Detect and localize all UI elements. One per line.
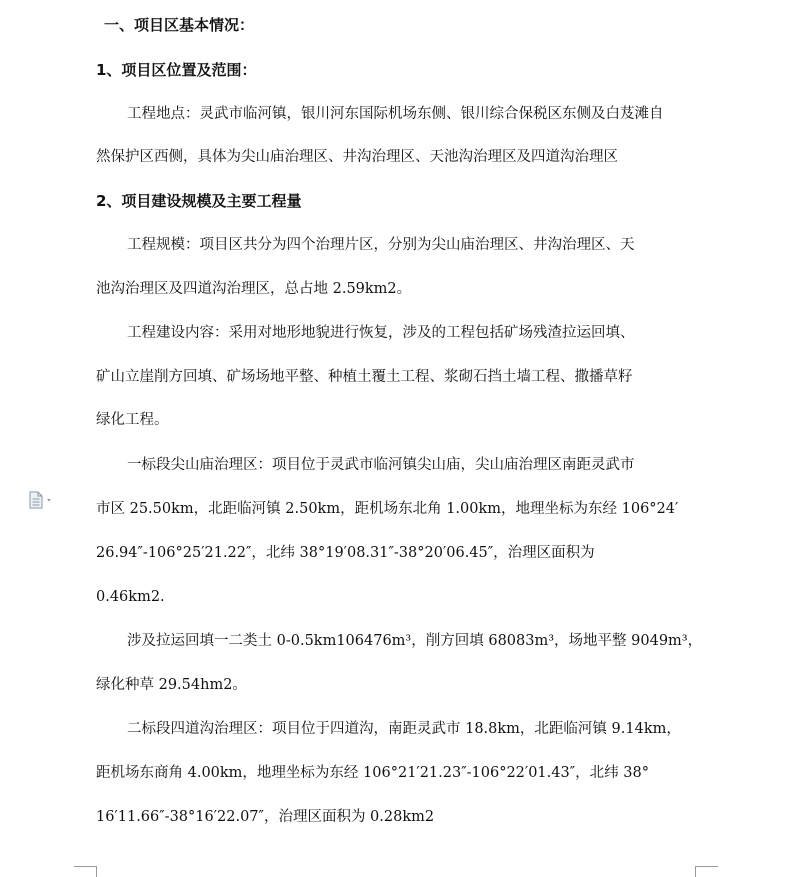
location-line-2: 然保护区西侧，具体为尖山庙治理区、井沟治理区、天池沟治理区及四道沟治理区 xyxy=(96,149,618,165)
segment1-line-3: 26.94″-106°25′21.22″，北纬 38°19′08.31″-38°20′06.45″，治理区面积为 xyxy=(96,545,595,561)
page-corner-mark-right xyxy=(695,866,718,877)
segment1-line-1: 一标段尖山庙治理区：项目位于灵武市临河镇尖山庙，尖山庙治理区南距灵武市 xyxy=(127,457,635,473)
scale-line-2: 池沟治理区及四道沟治理区，总占地 2.59km2。 xyxy=(96,281,412,297)
location-line-1: 工程地点：灵武市临河镇，银川河东国际机场东侧、银川综合保税区东侧及白芨滩自 xyxy=(127,106,664,122)
segment2-line-3: 16′11.66″-38°16′22.07″，治理区面积为 0.28km2 xyxy=(96,809,435,825)
segment1-quantity-line-2: 绿化种草 29.54hm2。 xyxy=(96,677,247,693)
scale-line-1: 工程规模：项目区共分为四个治理片区，分别为尖山庙治理区、井沟治理区、天 xyxy=(127,237,635,253)
content-line-1: 工程建设内容：采用对地形地貌进行恢复，涉及的工程包括矿场残渣拉运回填、 xyxy=(127,325,635,341)
segment1-line-2: 市区 25.50km，北距临河镇 2.50km，距机场东北角 1.00km，地理坐标为东经 106°24′ xyxy=(96,501,679,517)
segment2-line-2: 距机场东商角 4.00km，地理坐标为东经 106°21′21.23″-106°22′01.43″，北纬 38° xyxy=(96,765,649,781)
page-corner-mark-left xyxy=(74,866,97,877)
section-heading-scale: 2、项目建设规模及主要工程量 xyxy=(96,192,302,210)
segment2-line-1: 二标段四道沟治理区：项目位于四道沟，南距灵武市 18.8km，北距临河镇 9.14km， xyxy=(127,721,681,737)
section-heading-1: 一、项目区基本情况： xyxy=(104,16,255,34)
document-icon[interactable] xyxy=(28,491,54,509)
segment1-quantity-line-1: 涉及拉运回填一二类土 0-0.5km106476m³，削方回填 68083m³，场地平整 9049m³， xyxy=(127,633,703,649)
content-line-3: 绿化工程。 xyxy=(96,412,169,428)
section-heading-location: 1、项目区位置及范围： xyxy=(96,61,257,79)
segment1-line-4: 0.46km2. xyxy=(96,589,165,605)
content-line-2: 矿山立崖削方回填、矿场场地平整、种植土覆土工程、浆砌石挡土墙工程、撒播草籽 xyxy=(96,369,633,385)
